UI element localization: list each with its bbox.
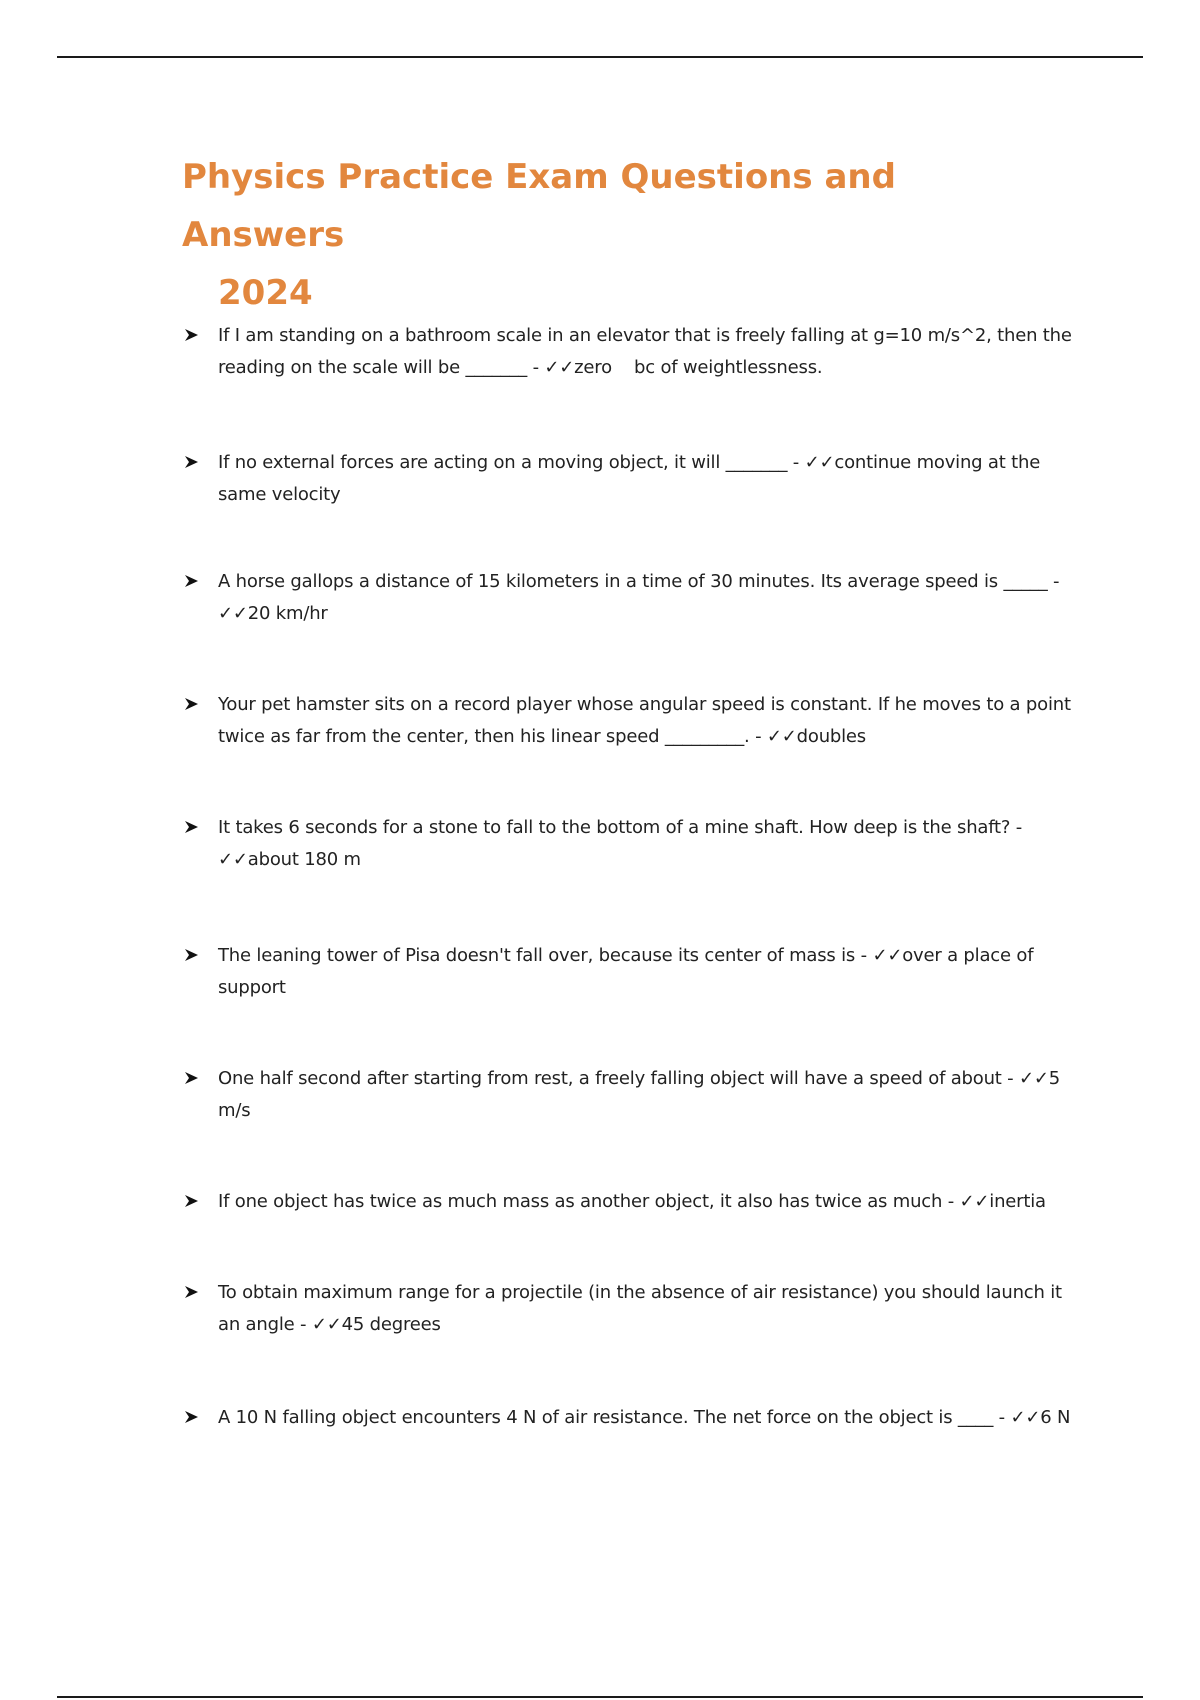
qa-item (182, 1402, 1082, 1434)
qa-text: A horse gallops a distance of 15 kilometers in a time of 30 minutes. Its average speed is _____ - ✓✓20 km/hr (218, 571, 1060, 624)
arrow-bullet-icon (182, 453, 200, 471)
qa-item (182, 320, 1082, 384)
qa-item (182, 689, 1082, 753)
arrow-bullet-icon (182, 1408, 200, 1426)
qa-text: It takes 6 seconds for a stone to fall to the bottom of a mine shaft. How deep is the shaft? - ✓✓about 180 m (218, 817, 1023, 870)
qa-item (182, 1277, 1082, 1341)
qa-item (182, 812, 1082, 876)
arrow-bullet-icon (182, 946, 200, 964)
arrow-bullet-icon (182, 1069, 200, 1087)
arrow-bullet-icon (182, 695, 200, 713)
qa-item (182, 1063, 1082, 1127)
arrow-bullet-icon (182, 818, 200, 836)
qa-item (182, 447, 1082, 511)
arrow-bullet-icon (182, 1192, 200, 1210)
qa-text: If one object has twice as much mass as another object, it also has twice as much - ✓✓inertia (218, 1191, 1046, 1212)
arrow-bullet-icon (182, 1283, 200, 1301)
qa-text: If I am standing on a bathroom scale in an elevator that is freely falling at g=10 m/s^2, then the reading on the scale will be _______ - ✓✓zero bc of weightlessness. (218, 325, 1072, 378)
arrow-bullet-icon (182, 326, 200, 344)
document-title (182, 148, 1062, 322)
top-rule (57, 56, 1143, 58)
qa-text: Your pet hamster sits on a record player whose angular speed is constant. If he moves to a point twice as far from the center, then his linear speed _________. - ✓✓doubles (218, 694, 1071, 747)
title-line-2: 2024 (218, 273, 313, 313)
qa-text: A 10 N falling object encounters 4 N of air resistance. The net force on the object is ____ - ✓✓6 N (218, 1407, 1071, 1428)
qa-text: To obtain maximum range for a projectile (in the absence of air resistance) you should launch it an angle - ✓✓45 degrees (218, 1282, 1062, 1335)
arrow-bullet-icon (182, 572, 200, 590)
qa-item (182, 940, 1082, 1004)
qa-text: The leaning tower of Pisa doesn't fall over, because its center of mass is - ✓✓over a place of support (218, 945, 1034, 998)
qa-item (182, 1186, 1082, 1218)
qa-item (182, 566, 1082, 630)
qa-text: If no external forces are acting on a moving object, it will _______ - ✓✓continue moving at the same velocity (218, 452, 1041, 505)
bottom-rule (57, 1696, 1143, 1698)
qa-text: One half second after starting from rest, a freely falling object will have a speed of about - ✓✓5 m/s (218, 1068, 1061, 1121)
title-line-1: Physics Practice Exam Questions and Answers (182, 157, 896, 255)
